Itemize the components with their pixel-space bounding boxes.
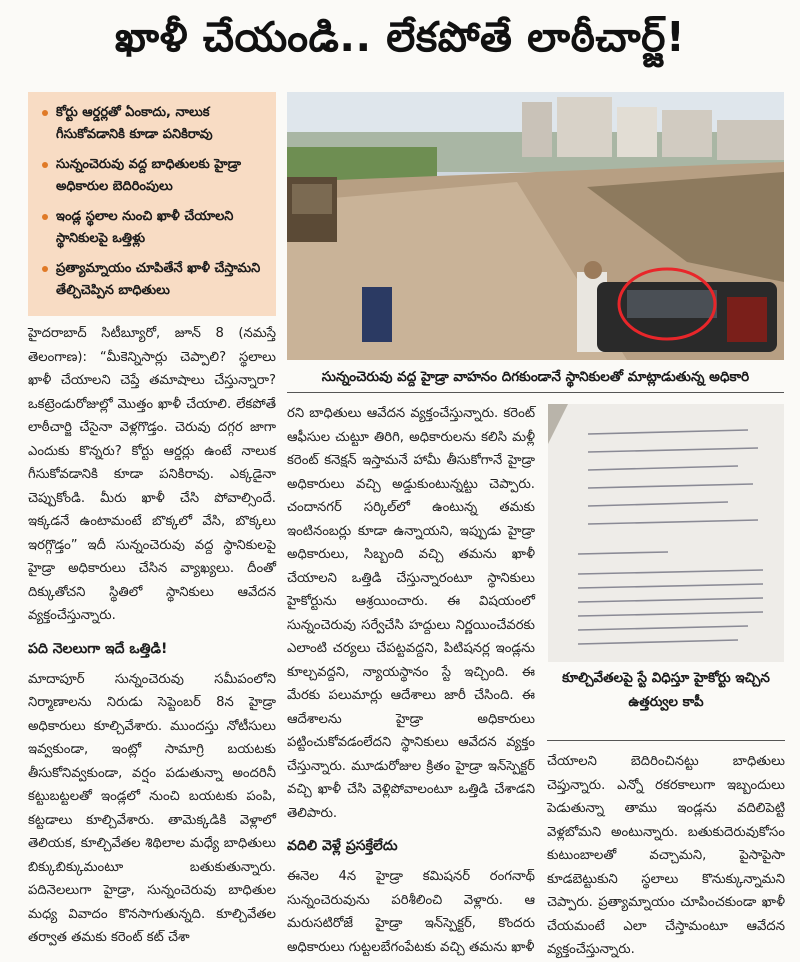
article-paragraph: ఈనెల 4న హైడ్రా కమిషనర్ రంగనాథ్ సున్నంచెరువును పరిశీలించి వెళ్లారు. ఆ మరుసటిరోజే హైడ్రా ఇన్‌స్పెక్టర్, కొందరు అధికారులు గుట్టలబేగంపేటకు వచ్చి తమను ఖాళీ [287, 869, 535, 955]
highlights-box [28, 92, 276, 316]
highlight-item: సున్నంచెరువు వద్ద బాధితులకు హైడ్రా అధికారుల బెదిరింపులు [42, 154, 264, 198]
highlight-item: కోర్టు ఆర్డర్లతో ఏంకాదు, నాలుక గీసుకోవడానికి కూడా పనికిరావు [42, 102, 264, 146]
highlight-item: ప్రత్యామ్నాయం చూపితేనే ఖాళీ చేస్తామని తేల్చిచెప్పిన బాధితులు [42, 258, 264, 302]
court-order-photo [548, 404, 784, 662]
divider [547, 740, 785, 741]
site-photo [287, 92, 784, 360]
article-lead: హైదరాబాద్ సిటీబ్యూరో, జూన్ 8 (నమస్తే తెలంగాణ): “మీకెన్నిసార్లు చెప్పాలి? స్థలాలు ఖాళీ చేయాలని చెప్తే తమాషాలు చేస్తున్నారా? ఒకట్రెండురోజుల్లో మొత్తం ఖాళీ చేయాలి. లేకపోతే లాఠీచార్జి చేసైనా వెళ్లగొడ్తం. చెరువు దగ్గర జాగా ఎందుకు కొన్నరు? కోర్టు ఆర్డర్లు ఉంటే నాలుక గీసుకోవడానికి కూడా పనికిరావు. ఎక్కడైనా చెప్పుకోండి. మీరు ఖాళీ చేసి పోవాల్సిందే. ఇక్కడనే ఉంటామంటే బొక్కలో వేసి, బొక్కలు ఇరగ్గొడ్తం” ఇదీ సున్నంచెరువు వద్ద స్థానికులపై హైడ్రా అధికారులు చేసిన వ్యాఖ్యలు. దీంతో దిక్కుతోచని స్థితిలో స్థానికులు ఆవేదన వ్యక్తంచేస్తున్నారు. [28, 326, 276, 623]
article-paragraph: రని బాధితులు ఆవేదన వ్యక్తంచేస్తున్నారు. కరెంట్ ఆఫీసుల చుట్టూ తిరిగి, అధికారులను కలిసి మళ్లీ కరెంట్ కనెక్షన్ ఇస్తామనే హామీ తీసుకోగానే హైడ్రా అధికారులు వచ్చి అడ్డుకుంటున్నట్టు చెప్పారు. చందానగర్ సర్కిల్‌లో ఉంటున్న తమకు ఇంటినంబర్లు కూడా ఉన్నాయని, ఇప్పుడు హైడ్రా అధికారులు, సిబ్బంది వచ్చి తమను ఖాళీ చేయాలని ఒత్తిడి చేస్తున్నారంటూ స్థానికులు హైకోర్టును ఆశ్రయించారు. ఈ విషయంలో సున్నంచెరువు సర్వేచేసి హద్దులు నిర్ణయించేవరకు ఎలాంటి చర్యలు చేపట్టవద్దని, పిటిషనర్ల ఇండ్లను కూల్చవద్దని, న్యాయస్థానం స్టే ఇచ్చింది. ఈ మేరకు పలుమార్లు ఆదేశాలు జారీ చేసింది. ఈ ఆదేశాలను హైడ్రా అధికారులు పట్టించుకోవడంలేదని స్థానికులు ఆవేదన వ్యక్తం చేస్తున్నారు. మూడురోజుల క్రితం హైడ్రా ఇన్‌స్పెక్టర్ వచ్చి ఖాళీ చేసి వెళ్లిపోవాలంటూ ఒత్తిడి చేశాడని తెలిపారు. [287, 406, 535, 821]
article-paragraph: చేయాలని బెదిరించినట్టు బాధితులు చెప్తున్నారు. ఎన్నో రకరకాలుగా ఇబ్బందులు పెడుతున్నా తాము ఇండ్లను వదిలిపెట్టి వెళ్లబోమని అంటున్నారు. బతుకుదెరువుకోసం కుటుంబాలతో వచ్చామని, పైసాపైసా కూడబెట్టుకుని స్థలాలు కొనుక్కున్నామని చెప్పారు. ప్రత్యామ్నాయం చూపించకుండా ఖాళీ చేయమంటే ఎలా చేస్తామంటూ ఆవేదన వ్యక్తంచేస్తున్నారు. [547, 754, 785, 957]
highlight-item: ఇండ్ల స్థలాల నుంచి ఖాళీ చేయాలని స్థానికులపై ఒత్తిళ్లు [42, 206, 264, 250]
court-order-document-photo-icon [548, 404, 784, 662]
subheading: పది నెలలుగా ఇదే ఒత్తిడి! [28, 640, 168, 657]
article-column-3 [547, 750, 785, 962]
article-column-2 [287, 402, 535, 959]
article-column-1 [28, 322, 276, 950]
document-caption: కూల్చివేతలపై స్టే విధిస్తూ హైకోర్టు ఇచ్చిన ఉత్తర్వుల కాపీ [562, 670, 770, 710]
construction-site-photo-icon [287, 92, 784, 360]
headline: ఖాళీ చేయండి.. లేకపోతే లాఠీచార్జ్! [0, 0, 800, 84]
article-paragraph: మాదాపూర్ సున్నంచెరువు సమీపంలోని నిర్మాణాలను నిరుడు సెప్టెంబర్ 8న హైడ్రా అధికారులు కూల్చివేశారు. ముందస్తు నోటీసులు ఇవ్వకుండా, ఇంట్లో సామాగ్రి బయటకు తీసుకోనివ్వకుండా, వర్షం పడుతున్నా అందరినీ కట్టుబట్టలతో ఇండ్లలో నుంచి బయటకు పంపి, కట్టడాలు కూల్చివేశారు. తామెక్కడికి వెళ్లాలో తెలియక, కూల్చివేతల శిథిలాల మధ్యే బాధితులు బిక్కుబిక్కుమంటూ బతుకుతున్నారు. పదినెలలుగా హైడ్రా, సున్నంచెరువు బాధితుల మధ్య వివాదం కొనసాగుతున్నది. కూల్చివేతల తర్వాత తమకు కరెంట్ కట్ చేశా [28, 671, 276, 945]
photo-caption: సున్నంచెరువు వద్ద హైడ్రా వాహనం దిగకుండానే స్థానికులతో మాట్లాడుతున్న అధికారి [321, 368, 750, 385]
divider [287, 392, 784, 393]
subheading: వదిలి వెళ్లే ప్రసక్తేలేదు [287, 838, 398, 854]
